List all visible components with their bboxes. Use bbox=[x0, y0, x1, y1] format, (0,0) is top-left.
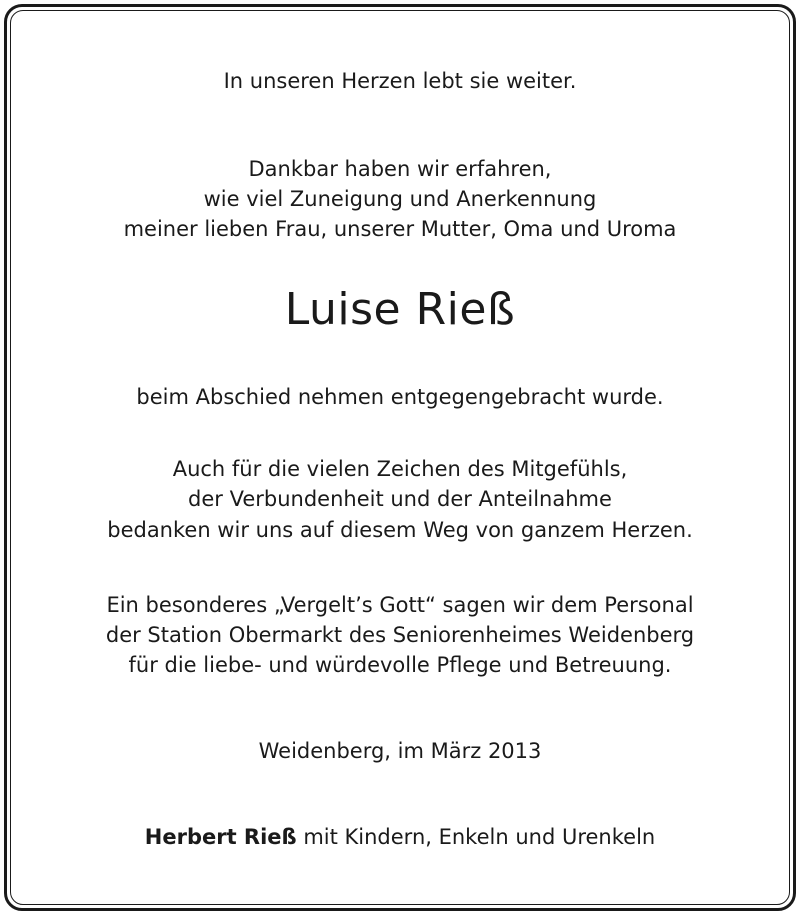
signature-rest: mit Kindern, Enkeln und Urenkeln bbox=[296, 825, 656, 849]
deceased-name: Luise Rieß bbox=[284, 284, 516, 335]
motto: In unseren Herzen lebt sie weiter. bbox=[223, 69, 577, 93]
farewell-line: beim Abschied nehmen entgegengebracht wurde. bbox=[136, 385, 664, 409]
thanks-line-3: bedanken wir uns auf diesem Weg von ganzem Herzen. bbox=[107, 518, 693, 542]
intro-line-2: wie viel Zuneigung und Anerkennung bbox=[203, 187, 597, 211]
intro-line-3: meiner lieben Frau, unserer Mutter, Oma und Uroma bbox=[123, 217, 677, 241]
thanks-line-2: der Verbundenheit und der Anteilnahme bbox=[188, 487, 612, 511]
special-thanks-line-3: für die liebe- und würdevolle Pflege und Betreuung. bbox=[128, 653, 672, 677]
thanks-line-1: Auch für die vielen Zeichen des Mitgefühls, bbox=[172, 457, 628, 481]
intro-line-1: Dankbar haben wir erfahren, bbox=[248, 157, 552, 181]
signature bbox=[0, 822, 800, 852]
signer-name: Herbert Rieß bbox=[144, 825, 297, 849]
place-date: Weidenberg, im März 2013 bbox=[258, 739, 542, 763]
special-thanks-line-2: der Station Obermarkt des Seniorenheimes Weidenberg bbox=[105, 623, 695, 647]
special-thanks-line-1: Ein besonderes „Vergelt’s Gott“ sagen wir dem Personal bbox=[106, 593, 694, 617]
